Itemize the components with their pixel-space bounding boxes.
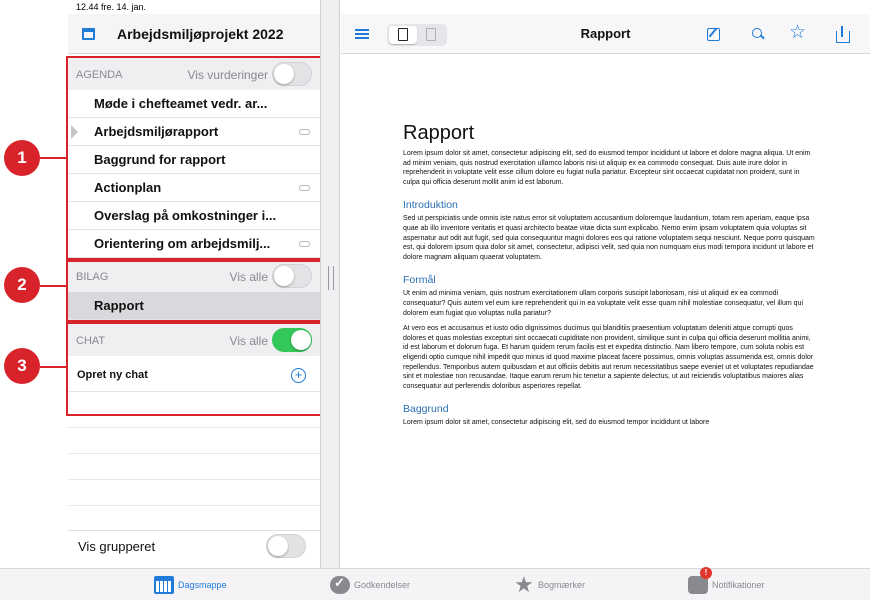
status-time: 12.44 fre. 14. jan.	[76, 2, 147, 12]
annotation-box-1	[66, 56, 322, 260]
group-label: Vis grupperet	[78, 539, 156, 554]
baggrund-paragraph: Lorem ipsum dolor sit amet, consectetur adipiscing elit, sed do eiusmod tempor incididunt ut labore	[403, 419, 710, 427]
project-header[interactable]	[68, 14, 320, 54]
tab-label: Bogmærker	[538, 580, 586, 590]
calendar-icon	[154, 576, 174, 594]
annotation-number: 2	[4, 267, 40, 303]
annotation-line-3	[40, 366, 66, 368]
chat-bubble-icon	[688, 568, 708, 594]
section-heading-introduktion: Introduktion	[403, 199, 458, 212]
annotation-number: 3	[4, 348, 40, 384]
document-panel	[341, 14, 870, 568]
formaal-paragraph-1: Ut enim ad minima veniam, quis nostrum exercitationem ullam corporis suscipit laboriosam, nisi ut aliquid ex ea commodi consequatur? Quis autem vel eum iure reprehenderit qui in ea voluptate velit esse quam nihil molestiae consequatur, vel illum qui dolorem eum fugiat quo voluptas nulla pariatur?	[403, 290, 804, 317]
bilag-label: BILAG	[76, 271, 109, 283]
tab-dagsmappe[interactable]	[154, 574, 227, 596]
agenda-item-label: Overslag på omkostninger i...	[94, 208, 277, 223]
notification-badge: !	[700, 567, 712, 579]
agenda-toggle-label: Vis vurderinger	[187, 68, 268, 82]
tab-label: Dagsmappe	[178, 580, 227, 590]
empty-row	[68, 428, 320, 454]
grip-handle-icon[interactable]	[328, 266, 334, 290]
toolbar-title: Rapport	[580, 26, 631, 41]
chat-label: CHAT	[76, 335, 106, 347]
status-bar	[0, 0, 870, 14]
document-content	[403, 122, 815, 434]
group-row	[68, 530, 320, 560]
agenda-item-label: Actionplan	[94, 180, 162, 195]
agenda-item-label: Orientering om arbejdsmilj...	[94, 236, 271, 251]
tab-bogmaerker[interactable]	[514, 574, 585, 596]
chat-toggle-label: Vis alle	[229, 334, 268, 348]
bilag-toggle-label: Vis alle	[229, 270, 268, 284]
group-toggle[interactable]	[266, 534, 306, 558]
annotation-box-3	[66, 322, 322, 416]
agenda-item-label: Baggrund for rapport	[94, 152, 226, 167]
project-title: Arbejdsmiljøprojekt 2022	[117, 26, 284, 42]
plus-circle-icon[interactable]: +	[291, 368, 306, 383]
new-chat-label: Opret ny chat	[77, 369, 148, 381]
bottom-tab-bar	[0, 568, 870, 600]
document-title: Rapport	[403, 122, 475, 144]
section-heading-formaal: Formål	[403, 274, 436, 287]
split-divider[interactable]	[320, 0, 340, 568]
annotation-number: 1	[4, 140, 40, 176]
intro-paragraph: Lorem ipsum dolor sit amet, consectetur adipiscing elit, sed do eiusmod tempor incididunt ut labore et dolore magna aliqua. Ut enim ad minim veniam, quis nostrud exercitation ullamco laboris nisi ut aliquip ex ea commodo consequat. Duis aute irure dolor in reprehenderit in voluptate velit esse cillum dolore eu fugiat nulla pariatur. Excepteur sint occaecat cupidatat non proident, sunt in culpa qui officia deserunt mollit anim id est laborum.	[403, 150, 811, 186]
agenda-item-label: Arbejdsmiljørapport	[94, 124, 219, 139]
tab-label: Notifikationer	[712, 580, 765, 590]
search-icon[interactable]	[751, 26, 767, 42]
tab-notifikationer[interactable]	[688, 568, 765, 596]
document-toolbar	[341, 14, 870, 54]
empty-row	[68, 480, 320, 506]
star-icon[interactable]: ☆	[789, 22, 807, 43]
annotation-box-2	[66, 260, 322, 322]
agenda-label: AGENDA	[76, 69, 123, 81]
tab-label: Godkendelser	[354, 580, 411, 590]
annotation-line-1	[40, 157, 66, 159]
tab-godkendelser[interactable]	[330, 574, 410, 596]
edit-icon[interactable]	[707, 28, 720, 41]
section-heading-baggrund: Baggrund	[403, 403, 449, 416]
formaal-paragraph-2: At vero eos et accusamus et iusto odio dignissimos ducimus qui blanditiis praesentium voluptatum deleniti atque corrupti quos dolores et quas molestias excepturi sint occaecati cupiditate non provident, similique sunt in culpa qui officia deserunt mollitia animi, id est laborum et dolorum fuga. Et harum quidem rerum facilis est et expedita distinctio. Nam libero tempore, cum soluta nobis est eligendi optio cumque nihil impedit quo minus id quod maxime placeat facere possimus, omnis voluptas assumenda est, omnis dolor repellendus. Temporibus autem quibusdam et aut officiis debitis aut rerum necessitatibus saepe eveniet ut et voluptates repudiandae sint et molestiae non recusandae. Itaque earum rerum hic tenetur a sapiente delectus, ut aut reiciendis voluptatibus maiores alias consequatur aut perferendis doloribus asperiores repellat.	[403, 325, 814, 390]
introduktion-paragraph: Sed ut perspiciatis unde omnis iste natus error sit voluptatem accusantium doloremque laudantium, totam rem aperiam, eaque ipsa quae ab illo inventore veritatis et quasi architecto beatae vitae dicta sunt explicabo. Nemo enim ipsam voluptatem quia voluptas sit aspernatur aut odit aut fugit, sed quia consequuntur magni dolores eos qui ratione voluptatem sequi nesciunt. Neque porro quisquam est, qui dolorem ipsum quia dolor sit amet, consectetur, adipisci velit, sed quia non numquam eius modi tempora incidunt ut labore et dolore magnam aliquam quaerat voluptatem.	[403, 215, 815, 261]
check-badge-icon	[330, 576, 350, 594]
empty-row	[68, 454, 320, 480]
annotation-line-2	[40, 285, 66, 287]
share-icon[interactable]	[835, 26, 851, 42]
star-icon: ★	[514, 572, 534, 597]
agenda-item-label: Møde i chefteamet vedr. ar...	[94, 96, 268, 111]
bilag-item-label: Rapport	[94, 298, 144, 313]
toggle-knob	[268, 536, 288, 556]
calendar-icon	[82, 28, 95, 40]
